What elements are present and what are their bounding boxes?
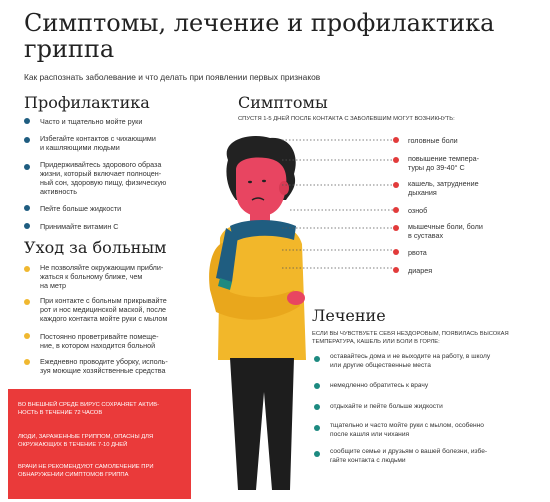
- treatment-intro: ЕСЛИ ВЫ ЧУВСТВУЕТЕ СЕБЯ НЕЗДОРОВЫМ, ПОЯВИЛАСЬ ВЫСОКАЯ ТЕМПЕРАТУРА, КАШЕЛЬ ИЛИ БОЛИ В ГОРЛЕ:: [312, 331, 509, 345]
- care-item: Не позволяйте окружающим прибли- жаться к больному ближе, чем на метр: [40, 263, 164, 290]
- symptom-item: головные боли: [408, 136, 458, 145]
- notice-text: ВО ВНЕШНЕЙ СРЕДЕ ВИРУС СОХРАНЯЕТ АКТИВ- НОСТЬ В ТЕЧЕНИЕ 72 ЧАСОВ: [18, 402, 160, 416]
- bullet-icon: [24, 266, 30, 272]
- title-line-1: Симптомы, лечение и профилактика: [24, 9, 495, 37]
- prevention-item: Придерживайтесь здорового образа жизни, который включает полноцен- ный сон, здоровую пищу, физическую активность: [40, 160, 167, 196]
- symptoms-intro: СПУСТЯ 1-5 ДНЕЙ ПОСЛЕ КОНТАКТА С ЗАБОЛЕВШИМ МОГУТ ВОЗНИКНУТЬ:: [238, 116, 455, 122]
- bullet-icon: [314, 356, 320, 362]
- bullet-icon: [24, 205, 30, 211]
- treatment-item: оставайтесь дома и не выходите на работу, в школу или другие общественные места: [330, 353, 491, 369]
- bullet-icon: [24, 137, 30, 143]
- bullet-icon: [393, 157, 399, 163]
- care-item: При контакте с больным прикрывайте рот и нос медицинской маской, после каждого контакта мойте руки с мылом: [40, 296, 168, 323]
- bullet-icon: [314, 425, 320, 431]
- subtitle: Как распознать заболевание и что делать при появлении первых признаков: [24, 72, 321, 82]
- prevention-item: Часто и тщательно мойте руки: [40, 117, 143, 126]
- symptom-item: кашель, затруднение дыхания: [408, 179, 479, 197]
- treatment-item: немедленно обратитесь к врачу: [330, 382, 429, 389]
- bullet-icon: [393, 249, 399, 255]
- bullet-icon: [24, 333, 30, 339]
- notice-box: [8, 389, 191, 499]
- treatment-item: сообщите семье и друзьям о вашей болезни, избе- гайте контакта с людьми: [330, 448, 488, 464]
- page-title: [24, 10, 544, 62]
- bullet-icon: [393, 267, 399, 273]
- bullet-icon: [314, 451, 320, 457]
- care-item: Ежедневно проводите уборку, исполь- зуя моющие хозяйственные средства: [40, 357, 168, 375]
- bullet-icon: [314, 383, 320, 389]
- bullet-icon: [393, 207, 399, 213]
- bullet-icon: [24, 299, 30, 305]
- symptom-item: повышение темпера- туры до 39-40° С: [408, 154, 480, 172]
- notice-text: ЛЮДИ, ЗАРАЖЕННЫЕ ГРИППОМ, ОПАСНЫ ДЛЯ ОКРУЖАЮЩИХ В ТЕЧЕНИЕ 7-10 ДНЕЙ: [18, 434, 154, 448]
- bullet-icon: [393, 182, 399, 188]
- treatment-heading: Лечение: [312, 306, 386, 325]
- title-line-2: гриппа: [24, 35, 115, 63]
- prevention-heading: Профилактика: [24, 93, 150, 112]
- face-icon: [236, 158, 286, 217]
- care-heading: Уход за больным: [24, 238, 167, 257]
- bullet-icon: [24, 118, 30, 124]
- prevention-item: Избегайте контактов с чихающими и кашляющими людьми: [40, 134, 156, 152]
- bullet-icon: [393, 137, 399, 143]
- notice-text: ВРАЧИ НЕ РЕКОМЕНДУЮТ САМОЛЕЧЕНИЕ ПРИ ОБНАРУЖЕНИИ СИМПТОМОВ ГРИППА: [18, 464, 154, 478]
- prevention-item: Пейте больше жидкости: [40, 204, 122, 213]
- care-item: Постоянно проветривайте помеще- ние, в котором находится больной: [40, 332, 159, 350]
- bullet-icon: [24, 223, 30, 229]
- treatment-item: тщательно и часто мойте руки с мылом, особенно после кашля или чихания: [330, 422, 484, 438]
- legs-icon: [230, 358, 294, 490]
- treatment-item: отдыхайте и пейте больше жидкости: [330, 403, 443, 410]
- prevention-item: Принимайте витамин С: [40, 222, 119, 231]
- symptom-item: диарея: [408, 266, 433, 275]
- symptom-item: рвота: [408, 248, 427, 257]
- symptom-item: озноб: [408, 206, 428, 215]
- bullet-icon: [24, 359, 30, 365]
- bullet-icon: [393, 225, 399, 231]
- bullet-icon: [314, 404, 320, 410]
- symptoms-connectors: [280, 130, 400, 280]
- symptoms-heading: Симптомы: [238, 93, 328, 112]
- symptom-item: мышечные боли, боли в суставах: [408, 222, 483, 240]
- bullet-icon: [24, 164, 30, 170]
